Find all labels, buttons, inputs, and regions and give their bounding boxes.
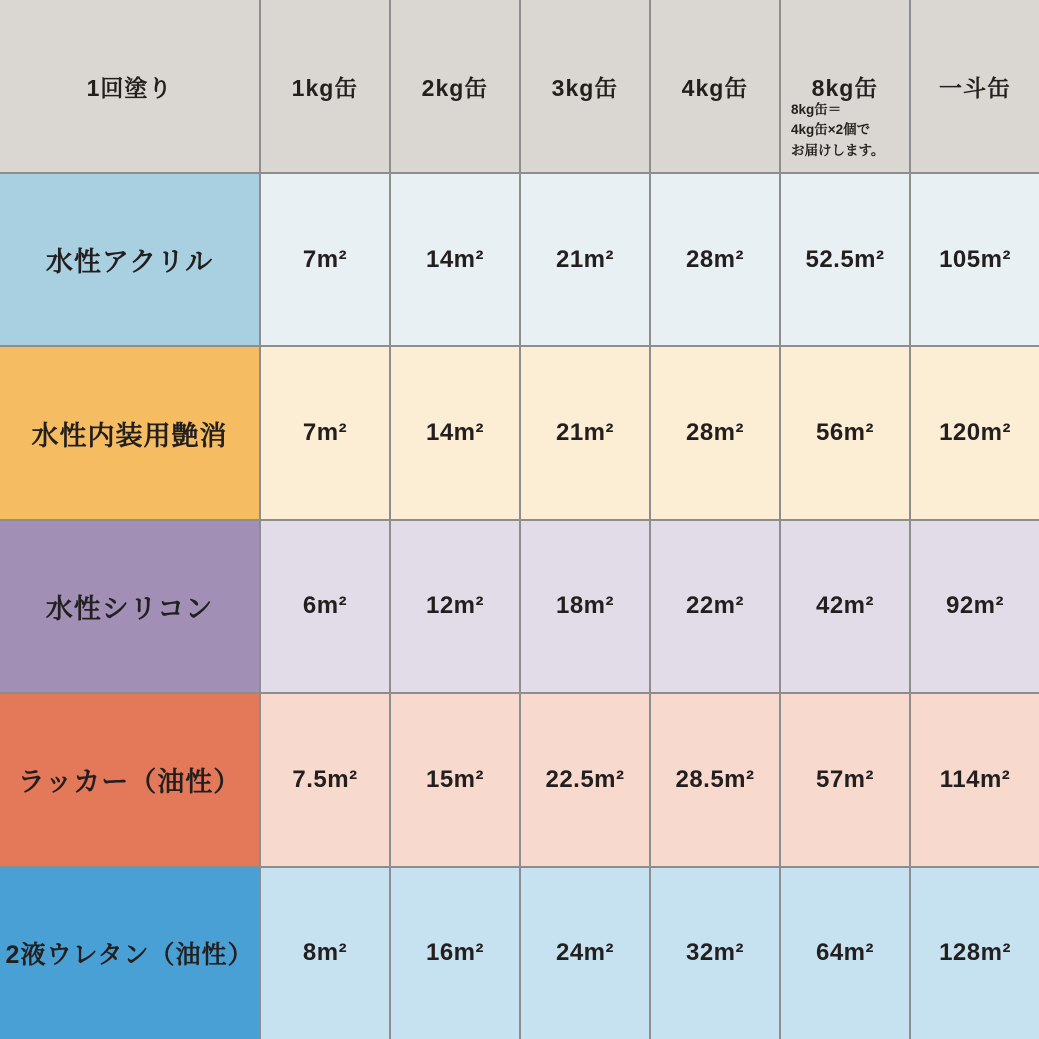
cell-interior-matte-4kg: 28m²: [651, 347, 779, 518]
delivery-note-line-3: お届けします。: [791, 142, 885, 158]
cell-water-silicone-8kg: 42m²: [781, 521, 909, 692]
header-cell-2kg-can: 2kg缶: [391, 0, 519, 172]
cell-urethane-oil-2kg: 16m²: [391, 868, 519, 1039]
cell-urethane-oil-4kg: 32m²: [651, 868, 779, 1039]
cell-water-silicone-4kg: 22m²: [651, 521, 779, 692]
cell-water-acrylic-4kg: 28m²: [651, 174, 779, 345]
delivery-note-line-1: 8kg缶＝: [791, 102, 842, 117]
cell-lacquer-oil-itto: 114m²: [911, 694, 1039, 865]
header-cell-4kg-can: 4kg缶: [651, 0, 779, 172]
row-label-lacquer-oil: ラッカー（油性）: [0, 694, 259, 865]
cell-water-silicone-2kg: 12m²: [391, 521, 519, 692]
cell-water-acrylic-itto: 105m²: [911, 174, 1039, 345]
cell-urethane-oil-1kg: 8m²: [261, 868, 389, 1039]
header-cell-3kg-can: 3kg缶: [521, 0, 649, 172]
cell-interior-matte-itto: 120m²: [911, 347, 1039, 518]
header-8kg-label: 8kg缶: [811, 75, 879, 101]
header-cell-8kg-can: [781, 0, 909, 172]
cell-water-acrylic-8kg: 52.5m²: [781, 174, 909, 345]
row-label-water-acrylic: 水性アクリル: [0, 174, 259, 345]
cell-water-acrylic-2kg: 14m²: [391, 174, 519, 345]
row-label-urethane-oil: 2液ウレタン（油性）: [0, 868, 259, 1039]
cell-interior-matte-2kg: 14m²: [391, 347, 519, 518]
cell-water-silicone-1kg: 6m²: [261, 521, 389, 692]
delivery-note: [791, 100, 884, 161]
cell-lacquer-oil-8kg: 57m²: [781, 694, 909, 865]
cell-interior-matte-1kg: 7m²: [261, 347, 389, 518]
cell-lacquer-oil-4kg: 28.5m²: [651, 694, 779, 865]
header-cell-1kg-can: 1kg缶: [261, 0, 389, 172]
cell-lacquer-oil-1kg: 7.5m²: [261, 694, 389, 865]
row-label-interior-matte: 水性内装用艶消: [0, 347, 259, 518]
cell-water-silicone-3kg: 18m²: [521, 521, 649, 692]
cell-water-acrylic-3kg: 21m²: [521, 174, 649, 345]
delivery-note-line-2: 4kg缶×2個で: [791, 122, 871, 138]
cell-urethane-oil-3kg: 24m²: [521, 868, 649, 1039]
cell-interior-matte-8kg: 56m²: [781, 347, 909, 518]
cell-water-silicone-itto: 92m²: [911, 521, 1039, 692]
cell-lacquer-oil-3kg: 22.5m²: [521, 694, 649, 865]
header-cell-itto-can: 一斗缶: [911, 0, 1039, 172]
header-cell-coat-count: 1回塗り: [0, 0, 259, 172]
row-label-water-silicone: 水性シリコン: [0, 521, 259, 692]
cell-interior-matte-3kg: 21m²: [521, 347, 649, 518]
cell-urethane-oil-itto: 128m²: [911, 868, 1039, 1039]
cell-urethane-oil-8kg: 64m²: [781, 868, 909, 1039]
cell-lacquer-oil-2kg: 15m²: [391, 694, 519, 865]
cell-water-acrylic-1kg: 7m²: [261, 174, 389, 345]
